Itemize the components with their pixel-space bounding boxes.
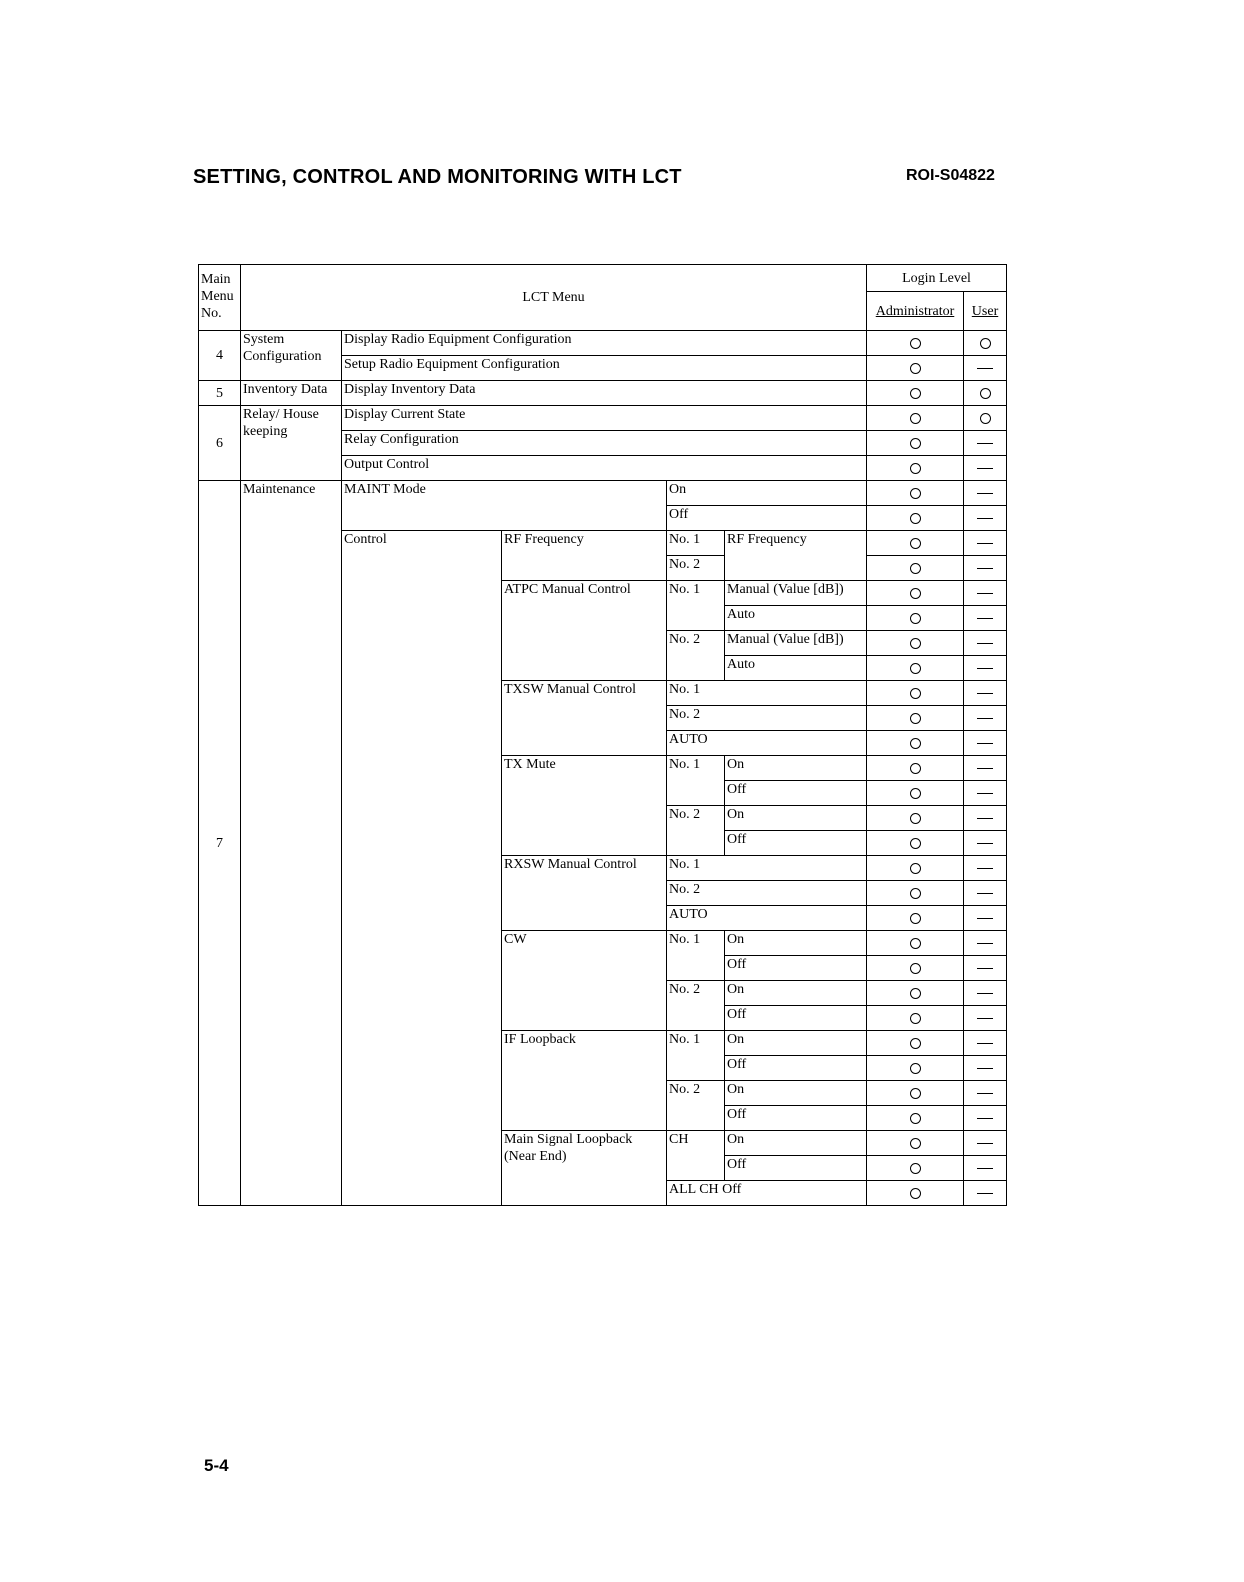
circle-mark-icon bbox=[910, 488, 921, 499]
admin-permission bbox=[867, 606, 964, 631]
channel: No. 1 bbox=[667, 531, 725, 556]
circle-mark-icon bbox=[910, 1163, 921, 1174]
admin-permission bbox=[867, 656, 964, 681]
user-permission bbox=[964, 656, 1007, 681]
dash-mark-icon bbox=[977, 643, 993, 644]
user-permission bbox=[964, 381, 1007, 406]
channel: No. 1 bbox=[667, 756, 725, 806]
dash-mark-icon bbox=[977, 593, 993, 594]
admin-permission bbox=[867, 706, 964, 731]
channel: AUTO bbox=[667, 906, 867, 931]
dash-mark-icon bbox=[977, 718, 993, 719]
dash-mark-icon bbox=[977, 493, 993, 494]
dash-mark-icon bbox=[977, 843, 993, 844]
user-permission bbox=[964, 956, 1007, 981]
admin-permission bbox=[867, 456, 964, 481]
circle-mark-icon bbox=[910, 663, 921, 674]
lct-menu-table bbox=[198, 264, 1007, 1206]
circle-mark-icon bbox=[910, 1113, 921, 1124]
admin-permission bbox=[867, 1131, 964, 1156]
option: Off bbox=[667, 506, 867, 531]
sub-menu: CW bbox=[502, 931, 667, 1031]
circle-mark-icon bbox=[910, 538, 921, 549]
dash-mark-icon bbox=[977, 743, 993, 744]
admin-permission bbox=[867, 756, 964, 781]
circle-mark-icon bbox=[910, 688, 921, 699]
dash-mark-icon bbox=[977, 1093, 993, 1094]
circle-mark-icon bbox=[910, 813, 921, 824]
circle-mark-icon bbox=[910, 363, 921, 374]
user-permission bbox=[964, 1081, 1007, 1106]
admin-permission bbox=[867, 406, 964, 431]
page-title: SETTING, CONTROL AND MONITORING WITH LCT bbox=[193, 166, 682, 188]
option: On bbox=[725, 931, 867, 956]
circle-mark-icon bbox=[910, 638, 921, 649]
admin-permission bbox=[867, 806, 964, 831]
admin-permission bbox=[867, 631, 964, 656]
menu-no: 5 bbox=[199, 381, 241, 406]
channel: AUTO bbox=[667, 731, 867, 756]
user-permission bbox=[964, 431, 1007, 456]
circle-mark-icon bbox=[910, 713, 921, 724]
menu-group-name: Inventory Data bbox=[241, 381, 342, 406]
circle-mark-icon bbox=[910, 788, 921, 799]
dash-mark-icon bbox=[977, 1043, 993, 1044]
dash-mark-icon bbox=[977, 1143, 993, 1144]
table-row bbox=[199, 331, 1007, 356]
circle-mark-icon bbox=[910, 913, 921, 924]
menu-no: 6 bbox=[199, 406, 241, 481]
circle-mark-icon bbox=[910, 738, 921, 749]
option: Manual (Value [dB]) bbox=[725, 631, 867, 656]
user-permission bbox=[964, 456, 1007, 481]
admin-permission bbox=[867, 981, 964, 1006]
circle-mark-icon bbox=[910, 1063, 921, 1074]
user-permission bbox=[964, 1181, 1007, 1206]
menu-no: 7 bbox=[199, 481, 241, 1206]
admin-permission bbox=[867, 381, 964, 406]
user-permission bbox=[964, 1056, 1007, 1081]
admin-permission bbox=[867, 356, 964, 381]
dash-mark-icon bbox=[977, 543, 993, 544]
option: Off bbox=[725, 831, 867, 856]
menu-item: Relay Configuration bbox=[342, 431, 867, 456]
admin-permission bbox=[867, 331, 964, 356]
channel: No. 2 bbox=[667, 881, 867, 906]
user-permission bbox=[964, 606, 1007, 631]
dash-mark-icon bbox=[977, 1068, 993, 1069]
table-row bbox=[199, 481, 1007, 506]
option: On bbox=[725, 756, 867, 781]
option: Off bbox=[725, 1056, 867, 1081]
menu-item: Display Radio Equipment Configuration bbox=[342, 331, 867, 356]
dash-mark-icon bbox=[977, 468, 993, 469]
sub-menu: RF Frequency bbox=[502, 531, 667, 581]
dash-mark-icon bbox=[977, 368, 993, 369]
option: On bbox=[725, 806, 867, 831]
menu-item: Output Control bbox=[342, 456, 867, 481]
circle-mark-icon bbox=[910, 963, 921, 974]
option: Auto bbox=[725, 656, 867, 681]
circle-mark-icon bbox=[910, 1013, 921, 1024]
user-permission bbox=[964, 906, 1007, 931]
option: Off bbox=[725, 956, 867, 981]
admin-permission bbox=[867, 781, 964, 806]
user-permission bbox=[964, 506, 1007, 531]
sub-menu: TX Mute bbox=[502, 756, 667, 856]
menu-item: Display Current State bbox=[342, 406, 867, 431]
option: Off bbox=[725, 781, 867, 806]
channel: No. 1 bbox=[667, 931, 725, 981]
user-permission bbox=[964, 406, 1007, 431]
administrator-header: Administrator bbox=[867, 292, 964, 331]
option: Off bbox=[725, 1156, 867, 1181]
user-permission bbox=[964, 756, 1007, 781]
admin-permission bbox=[867, 556, 964, 581]
option: On bbox=[725, 981, 867, 1006]
admin-permission bbox=[867, 831, 964, 856]
circle-mark-icon bbox=[910, 438, 921, 449]
admin-permission bbox=[867, 581, 964, 606]
option: Off bbox=[725, 1006, 867, 1031]
channel: No. 2 bbox=[667, 556, 725, 581]
admin-permission bbox=[867, 1031, 964, 1056]
admin-permission bbox=[867, 1006, 964, 1031]
channel: No. 1 bbox=[667, 581, 725, 631]
page-number: 5-4 bbox=[204, 1456, 229, 1475]
user-permission bbox=[964, 531, 1007, 556]
menu-group-name: Relay/ House keeping bbox=[241, 406, 342, 481]
menu-item: Setup Radio Equipment Configuration bbox=[342, 356, 867, 381]
admin-permission bbox=[867, 931, 964, 956]
channel: CH bbox=[667, 1131, 725, 1181]
user-permission bbox=[964, 356, 1007, 381]
user-permission bbox=[964, 1106, 1007, 1131]
circle-mark-icon bbox=[910, 1088, 921, 1099]
table-row bbox=[199, 381, 1007, 406]
user-permission bbox=[964, 1006, 1007, 1031]
dash-mark-icon bbox=[977, 1118, 993, 1119]
dash-mark-icon bbox=[977, 1168, 993, 1169]
option: On bbox=[725, 1131, 867, 1156]
channel: No. 2 bbox=[667, 806, 725, 856]
option: Auto bbox=[725, 606, 867, 631]
user-permission bbox=[964, 631, 1007, 656]
dash-mark-icon bbox=[977, 893, 993, 894]
circle-mark-icon bbox=[910, 1038, 921, 1049]
circle-mark-icon bbox=[910, 413, 921, 424]
dash-mark-icon bbox=[977, 693, 993, 694]
dash-mark-icon bbox=[977, 793, 993, 794]
main-menu-no-header: Main Menu No. bbox=[199, 265, 241, 331]
admin-permission bbox=[867, 1156, 964, 1181]
table-header-row bbox=[199, 265, 1007, 292]
circle-mark-icon bbox=[910, 838, 921, 849]
dash-mark-icon bbox=[977, 1193, 993, 1194]
dash-mark-icon bbox=[977, 618, 993, 619]
option: Off bbox=[725, 1106, 867, 1131]
dash-mark-icon bbox=[977, 568, 993, 569]
user-permission bbox=[964, 981, 1007, 1006]
option: On bbox=[725, 1081, 867, 1106]
admin-permission bbox=[867, 881, 964, 906]
channel: No. 1 bbox=[667, 856, 867, 881]
circle-mark-icon bbox=[910, 1138, 921, 1149]
menu-item: Control bbox=[342, 531, 502, 1206]
circle-mark-icon bbox=[910, 763, 921, 774]
menu-no: 4 bbox=[199, 331, 241, 381]
circle-mark-icon bbox=[910, 988, 921, 999]
channel: No. 2 bbox=[667, 1081, 725, 1131]
user-permission bbox=[964, 1131, 1007, 1156]
admin-permission bbox=[867, 956, 964, 981]
admin-permission bbox=[867, 1106, 964, 1131]
user-permission bbox=[964, 706, 1007, 731]
circle-mark-icon bbox=[910, 613, 921, 624]
sub-menu: TXSW Manual Control bbox=[502, 681, 667, 756]
user-permission bbox=[964, 1156, 1007, 1181]
user-permission bbox=[964, 731, 1007, 756]
circle-mark-icon bbox=[910, 938, 921, 949]
dash-mark-icon bbox=[977, 668, 993, 669]
admin-permission bbox=[867, 431, 964, 456]
dash-mark-icon bbox=[977, 818, 993, 819]
option: RF Frequency bbox=[725, 531, 867, 581]
dash-mark-icon bbox=[977, 943, 993, 944]
dash-mark-icon bbox=[977, 918, 993, 919]
menu-item: Display Inventory Data bbox=[342, 381, 867, 406]
option: On bbox=[725, 1031, 867, 1056]
dash-mark-icon bbox=[977, 968, 993, 969]
channel: No. 1 bbox=[667, 1031, 725, 1081]
circle-mark-icon bbox=[980, 338, 991, 349]
admin-permission bbox=[867, 1056, 964, 1081]
admin-permission bbox=[867, 681, 964, 706]
user-permission bbox=[964, 481, 1007, 506]
admin-permission bbox=[867, 481, 964, 506]
login-level-header: Login Level bbox=[867, 265, 1007, 292]
circle-mark-icon bbox=[910, 863, 921, 874]
dash-mark-icon bbox=[977, 768, 993, 769]
sub-menu: Main Signal Loopback (Near End) bbox=[502, 1131, 667, 1206]
channel: No. 2 bbox=[667, 706, 867, 731]
dash-mark-icon bbox=[977, 443, 993, 444]
user-permission bbox=[964, 856, 1007, 881]
user-permission bbox=[964, 881, 1007, 906]
menu-group-name: Maintenance bbox=[241, 481, 342, 1206]
user-permission bbox=[964, 681, 1007, 706]
circle-mark-icon bbox=[910, 563, 921, 574]
document-id: ROI-S04822 bbox=[906, 167, 995, 184]
circle-mark-icon bbox=[910, 1188, 921, 1199]
admin-permission bbox=[867, 731, 964, 756]
dash-mark-icon bbox=[977, 868, 993, 869]
circle-mark-icon bbox=[910, 588, 921, 599]
circle-mark-icon bbox=[910, 463, 921, 474]
channel: No. 2 bbox=[667, 981, 725, 1031]
circle-mark-icon bbox=[910, 338, 921, 349]
option: On bbox=[667, 481, 867, 506]
user-permission bbox=[964, 806, 1007, 831]
menu-group-name: System Configuration bbox=[241, 331, 342, 381]
circle-mark-icon bbox=[910, 513, 921, 524]
user-permission bbox=[964, 581, 1007, 606]
user-permission bbox=[964, 831, 1007, 856]
circle-mark-icon bbox=[910, 888, 921, 899]
channel: ALL CH Off bbox=[667, 1181, 867, 1206]
channel: No. 2 bbox=[667, 631, 725, 681]
lct-menu-header: LCT Menu bbox=[241, 265, 867, 331]
menu-item: MAINT Mode bbox=[342, 481, 667, 531]
admin-permission bbox=[867, 906, 964, 931]
admin-permission bbox=[867, 1181, 964, 1206]
circle-mark-icon bbox=[980, 413, 991, 424]
option: Manual (Value [dB]) bbox=[725, 581, 867, 606]
sub-menu: IF Loopback bbox=[502, 1031, 667, 1131]
admin-permission bbox=[867, 1081, 964, 1106]
dash-mark-icon bbox=[977, 993, 993, 994]
user-permission bbox=[964, 331, 1007, 356]
circle-mark-icon bbox=[980, 388, 991, 399]
sub-menu: RXSW Manual Control bbox=[502, 856, 667, 931]
table-row bbox=[199, 406, 1007, 431]
user-permission bbox=[964, 556, 1007, 581]
dash-mark-icon bbox=[977, 1018, 993, 1019]
user-permission bbox=[964, 781, 1007, 806]
circle-mark-icon bbox=[910, 388, 921, 399]
admin-permission bbox=[867, 531, 964, 556]
admin-permission bbox=[867, 506, 964, 531]
sub-menu: ATPC Manual Control bbox=[502, 581, 667, 681]
user-permission bbox=[964, 1031, 1007, 1056]
channel: No. 1 bbox=[667, 681, 867, 706]
user-permission bbox=[964, 931, 1007, 956]
dash-mark-icon bbox=[977, 518, 993, 519]
user-header: User bbox=[964, 292, 1007, 331]
admin-permission bbox=[867, 856, 964, 881]
